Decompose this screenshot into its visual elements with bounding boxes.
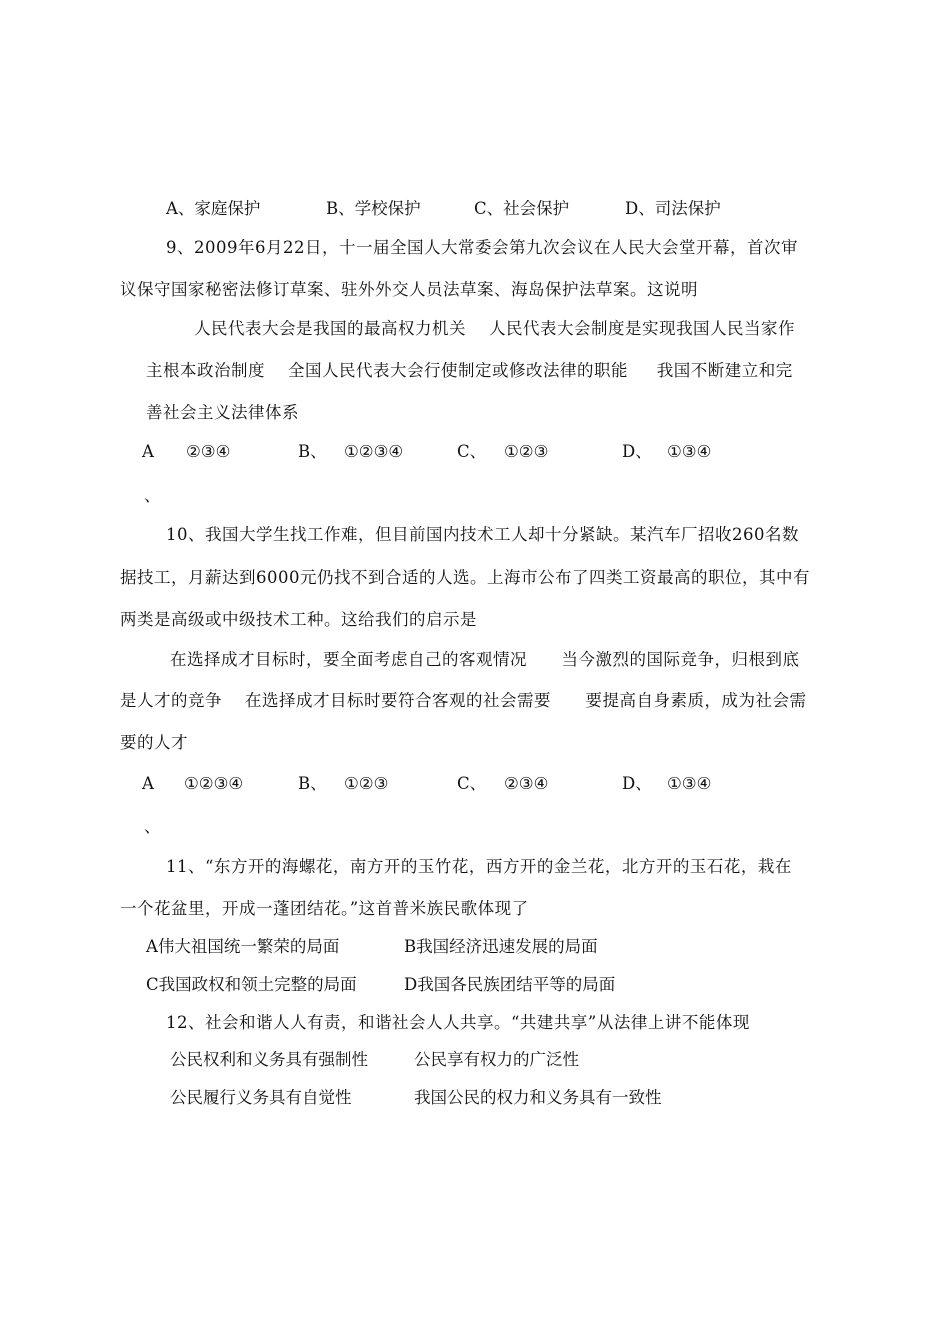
- q10-statement-line-1: 在选择成才目标时，要全面考虑自己的客观情况 当今激烈的国际竞争，归根到底: [170, 650, 800, 669]
- q11-stem-line-2: 一个花盆里，开成一蓬团结花。”这首普米族民歌体现了: [120, 899, 529, 918]
- q10-option-a-letter: A: [142, 774, 154, 793]
- q12-statement-3: 公民履行义务具有自觉性: [170, 1088, 352, 1107]
- q9-statement-line-2: 主根本政治制度 全国人民代表大会行使制定或修改法律的职能 我国不断建立和完: [146, 361, 793, 380]
- q9-option-b-letter: B、: [298, 442, 327, 461]
- q9-stem-line-1: 9、2009年6月22日，十一届全国人大常委会第九次会议在人民大会堂开幕，首次审: [166, 238, 798, 257]
- q10-option-c-letter: C、: [457, 774, 487, 793]
- q8-option-c: C、社会保护: [474, 199, 570, 218]
- q8-option-d: D、司法保护: [625, 199, 721, 218]
- q12-statement-2: 公民享有权力的广泛性: [414, 1050, 579, 1069]
- q10-stem-line-2: 据技工，月薪达到6000元仍找不到合适的人选。上海市公布了四类工资最高的职位，其中有: [120, 568, 810, 587]
- q11-option-d: D我国各民族团结平等的局面: [404, 975, 616, 994]
- q10-stem-line-1: 10、我国大学生找工作难，但目前国内技术工人却十分紧缺。某汽车厂招收260名数: [166, 525, 799, 544]
- q9-option-d-value: ①③④: [667, 442, 712, 461]
- q11-option-c: C我国政权和领土完整的局面: [146, 975, 357, 994]
- q12-statement-1: 公民权利和义务具有强制性: [170, 1050, 368, 1069]
- q12-stem: 12、社会和谐人人有责，和谐社会人人共享。“共建共享”从法律上讲不能体现: [166, 1013, 750, 1032]
- q8-option-a: A、家庭保护: [166, 199, 261, 218]
- q9-option-a-letter: A: [142, 442, 154, 461]
- q10-trailing-mark: 、: [144, 817, 161, 836]
- q9-option-d-letter: D、: [622, 442, 652, 461]
- q10-option-c-value: ②③④: [504, 774, 549, 793]
- q12-statement-4: 我国公民的权力和义务具有一致性: [414, 1088, 662, 1107]
- q11-option-b: B我国经济迅速发展的局面: [404, 937, 598, 956]
- q9-stem-line-2: 议保守国家秘密法修订草案、驻外外交人员法草案、海岛保护法草案。这说明: [120, 280, 698, 299]
- q10-option-b-letter: B、: [298, 774, 327, 793]
- q11-option-a: A伟大祖国统一繁荣的局面: [146, 937, 340, 956]
- q9-option-c-letter: C、: [457, 442, 487, 461]
- q10-stem-line-3: 两类是高级或中级技术工种。这给我们的启示是: [120, 610, 477, 629]
- q10-option-a-value: ①②③④: [184, 774, 244, 793]
- q9-statement-line-1: 人民代表大会是我国的最高权力机关 人民代表大会制度是实现我国人民当家作: [194, 319, 795, 338]
- q10-statement-line-3: 要的人才: [120, 733, 188, 752]
- q9-option-b-value: ①②③④: [344, 442, 404, 461]
- q9-option-c-value: ①②③: [504, 442, 549, 461]
- q8-option-b: B、学校保护: [326, 199, 421, 218]
- q10-option-d-value: ①③④: [667, 774, 712, 793]
- q10-option-d-letter: D、: [622, 774, 652, 793]
- q10-statement-line-2: 是人才的竞争 在选择成才目标时要符合客观的社会需要 要提高自身素质，成为社会需: [120, 691, 807, 710]
- q9-option-a-value: ②③④: [186, 442, 231, 461]
- q10-option-b-value: ①②③: [344, 774, 389, 793]
- q9-trailing-mark: 、: [144, 486, 161, 505]
- q9-statement-line-3: 善社会主义法律体系: [146, 403, 299, 422]
- q11-stem-line-1: 11、“东方开的海螺花，南方开的玉竹花，西方开的金兰花，北方开的玉石花，栽在: [166, 857, 792, 876]
